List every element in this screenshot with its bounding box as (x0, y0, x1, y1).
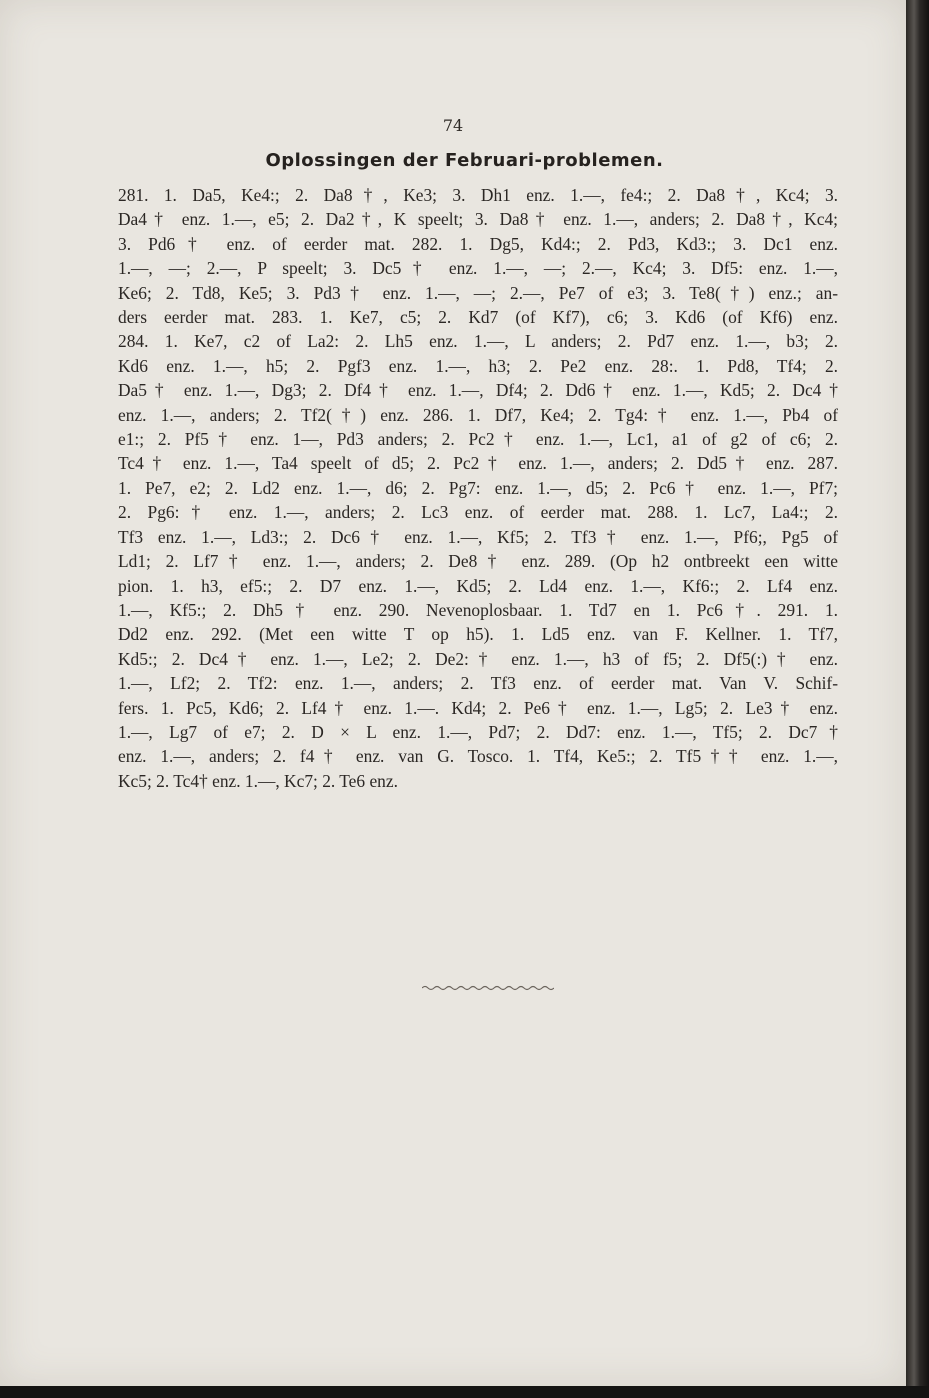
text-line: pion. 1. h3, ef5:; 2. D7 enz. 1.—, Kd5; 2. Ld4 enz. 1.—, Kf6:; 2. Lf4 enz. (118, 575, 838, 596)
text-line: 1.—, Lg7 of e7; 2. D × L enz. 1.—, Pd7; 2. Dd7: enz. 1.—, Tf5; 2. Dc7† (118, 721, 838, 742)
text-line: enz. 1.—, anders; 2. f4† enz. van G. Tosco. 1. Tf4, Ke5:; 2. Tf5†† enz. 1.—, (118, 746, 838, 767)
solutions-text (118, 183, 838, 793)
text-line: e1:; 2. Pf5† enz. 1—, Pd3 anders; 2. Pc2† enz. 1.—, Lc1, a1 of g2 of c6; 2. (118, 429, 838, 450)
text-line: Kd6 enz. 1.—, h5; 2. Pgf3 enz. 1.—, h3; 2. Pe2 enz. 28:. 1. Pd8, Tf4; 2. (118, 355, 838, 376)
text-line: 1.—, Kf5:; 2. Dh5† enz. 290. Nevenoplosbaar. 1. Td7 en 1. Pc6†. 291. 1. (118, 599, 838, 620)
text-line: 3. Pd6† enz. of eerder mat. 282. 1. Dg5, Kd4:; 2. Pd3, Kd3:; 3. Dc1 enz. (118, 233, 838, 254)
text-line: 2. Pg6:† enz. 1.—, anders; 2. Lc3 enz. of eerder mat. 288. 1. Lc7, La4:; 2. (118, 502, 838, 523)
text-line: Kd5:; 2. Dc4† enz. 1.—, Le2; 2. De2:† enz. 1.—, h3 of f5; 2. Df5(:)† enz. (118, 648, 838, 669)
text-line: Da4† enz. 1.—, e5; 2. Da2†, K speelt; 3. Da8† enz. 1.—, anders; 2. Da8†, Kc4; (118, 209, 838, 230)
text-line: Dd2 enz. 292. (Met een witte T op h5). 1. Ld5 enz. van F. Kellner. 1. Tf7, (118, 624, 838, 645)
text-line: Da5† enz. 1.—, Dg3; 2. Df4† enz. 1.—, Df4; 2. Dd6† enz. 1.—, Kd5; 2. Dc4† (118, 380, 838, 401)
text-line: fers. 1. Pc5, Kd6; 2. Lf4† enz. 1.—. Kd4; 2. Pe6† enz. 1.—, Lg5; 2. Le3† enz. (118, 697, 838, 718)
text-line: ders eerder mat. 283. 1. Ke7, c5; 2. Kd7 (of Kf7), c6; 3. Kd6 (of Kf6) enz. (118, 307, 838, 328)
text-line: enz. 1.—, anders; 2. Tf2(†) enz. 286. 1. Df7, Ke4; 2. Tg4:† enz. 1.—, Pb4 of (118, 404, 838, 425)
text-line: 1. Pe7, e2; 2. Ld2 enz. 1.—, d6; 2. Pg7: enz. 1.—, d5; 2. Pc6† enz. 1.—, Pf7; (118, 477, 838, 498)
page-title: Oplossingen der Februari-problemen. (265, 150, 664, 171)
text-line: 284. 1. Ke7, c2 of La2: 2. Lh5 enz. 1.—, L anders; 2. Pd7 enz. 1.—, b3; 2. (118, 331, 838, 352)
scan-bottom-edge (0, 1386, 929, 1398)
text-line: Ld1; 2. Lf7† enz. 1.—, anders; 2. De8† enz. 289. (Op h2 ontbreekt een witte (118, 551, 838, 572)
book-spine-edge (906, 0, 929, 1398)
text-line: Tc4† enz. 1.—, Ta4 speelt of d5; 2. Pc2† enz. 1.—, anders; 2. Dd5† enz. 287. (118, 453, 838, 474)
text-line: Ke6; 2. Td8, Ke5; 3. Pd3† enz. 1.—, —; 2.—, Pe7 of e3; 3. Te8(†) enz.; an- (118, 282, 838, 303)
text-line: 281. 1. Da5, Ke4:; 2. Da8†, Ke3; 3. Dh1 enz. 1.—, fe4:; 2. Da8†, Kc4; 3. (118, 185, 838, 205)
text-line: Tf3 enz. 1.—, Ld3:; 2. Dc6† enz. 1.—, Kf5; 2. Tf3† enz. 1.—, Pf6;, Pg5 of (118, 526, 838, 547)
text-line: 1.—, —; 2.—, P speelt; 3. Dc5† enz. 1.—, —; 2.—, Kc4; 3. Df5: enz. 1.—, (118, 258, 838, 279)
text-line: 1.—, Lf2; 2. Tf2: enz. 1.—, anders; 2. Tf3 enz. of eerder mat. Van V. Schif- (118, 673, 838, 694)
wavy-rule-ornament (422, 984, 554, 992)
text-line: Kc5; 2. Tc4† enz. 1.—, Kc7; 2. Te6 enz. (118, 770, 398, 791)
page-number: 74 (442, 116, 464, 135)
